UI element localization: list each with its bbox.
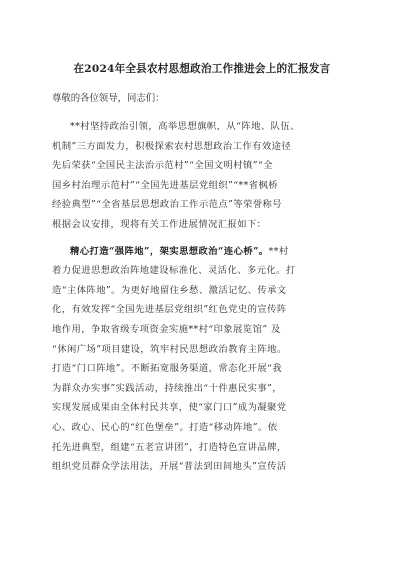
section-line: 为群众办实事”实践活动，持续推出“十件惠民实事”， — [52, 382, 283, 394]
section-line: 组织党员群众学法用法，开展“普法到田间地头”宣传活 — [52, 461, 287, 473]
section-first-tail: **村 — [268, 245, 289, 257]
document-page — [52, 62, 352, 484]
section-line: 着力促进思想政治阵地建设标准化、灵活化、多元化。打 — [52, 265, 296, 277]
intro-line: 经验典型”“全省基层思想政治工作示范点”等荣誉称号 — [52, 199, 283, 211]
intro-line: 先后荣获“全国民主法治示范村”“全国文明村镇”“全 — [52, 160, 273, 172]
document-title: 在2024年全县农村思想政治工作推进会上的汇报发言 — [73, 63, 331, 75]
salutation: 尊敬的各位领导，同志们： — [52, 93, 165, 104]
section-line: 实现发展成果由全体村民共享，使“家门口”成为凝聚党 — [52, 402, 287, 414]
section-first-line — [52, 242, 352, 262]
intro-paragraph — [52, 117, 352, 235]
section-line: “休闲广场”项目建设，筑牢村民思想政治教育主阵地。 — [52, 343, 287, 355]
intro-line: 根据会议安排，现将有关工作进展情况汇报如下： — [52, 218, 267, 230]
section-line: 地作用，争取省级专项资金实施**村“印象展览馆” 及 — [52, 323, 281, 335]
section-line: 化，有效发挥“全国先进基层党组织”红色党史的宣传阵 — [52, 304, 287, 316]
intro-line: 机制”三方面发力，积极探索农村思想政治工作有效途径 — [52, 140, 292, 152]
intro-line: **村坚持政治引领，高举思想旗帜，从“阵地、队伍、 — [70, 121, 300, 132]
section-heading: 精心打造“强阵地”，架实思想政治“连心桥”。 — [70, 245, 269, 257]
section-line: 造“主体阵地”。为更好地留住乡愁、激活记忆、传承文 — [52, 284, 287, 296]
intro-line: 国乡村治理示范村”“全国先进基层党组织”“**省枫桥 — [52, 179, 278, 191]
section-paragraph — [52, 242, 352, 477]
section-line: 心、政心、民心的“红色堡垒”。打造“移动阵地”。依 — [52, 421, 278, 433]
section-line: 打造“门口阵地”。不断拓宽服务渠道，常态化开展“我 — [52, 363, 283, 375]
section-line: 托先进典型，组建“五老宣讲团”，打造特色宣讲品牌， — [52, 441, 287, 453]
